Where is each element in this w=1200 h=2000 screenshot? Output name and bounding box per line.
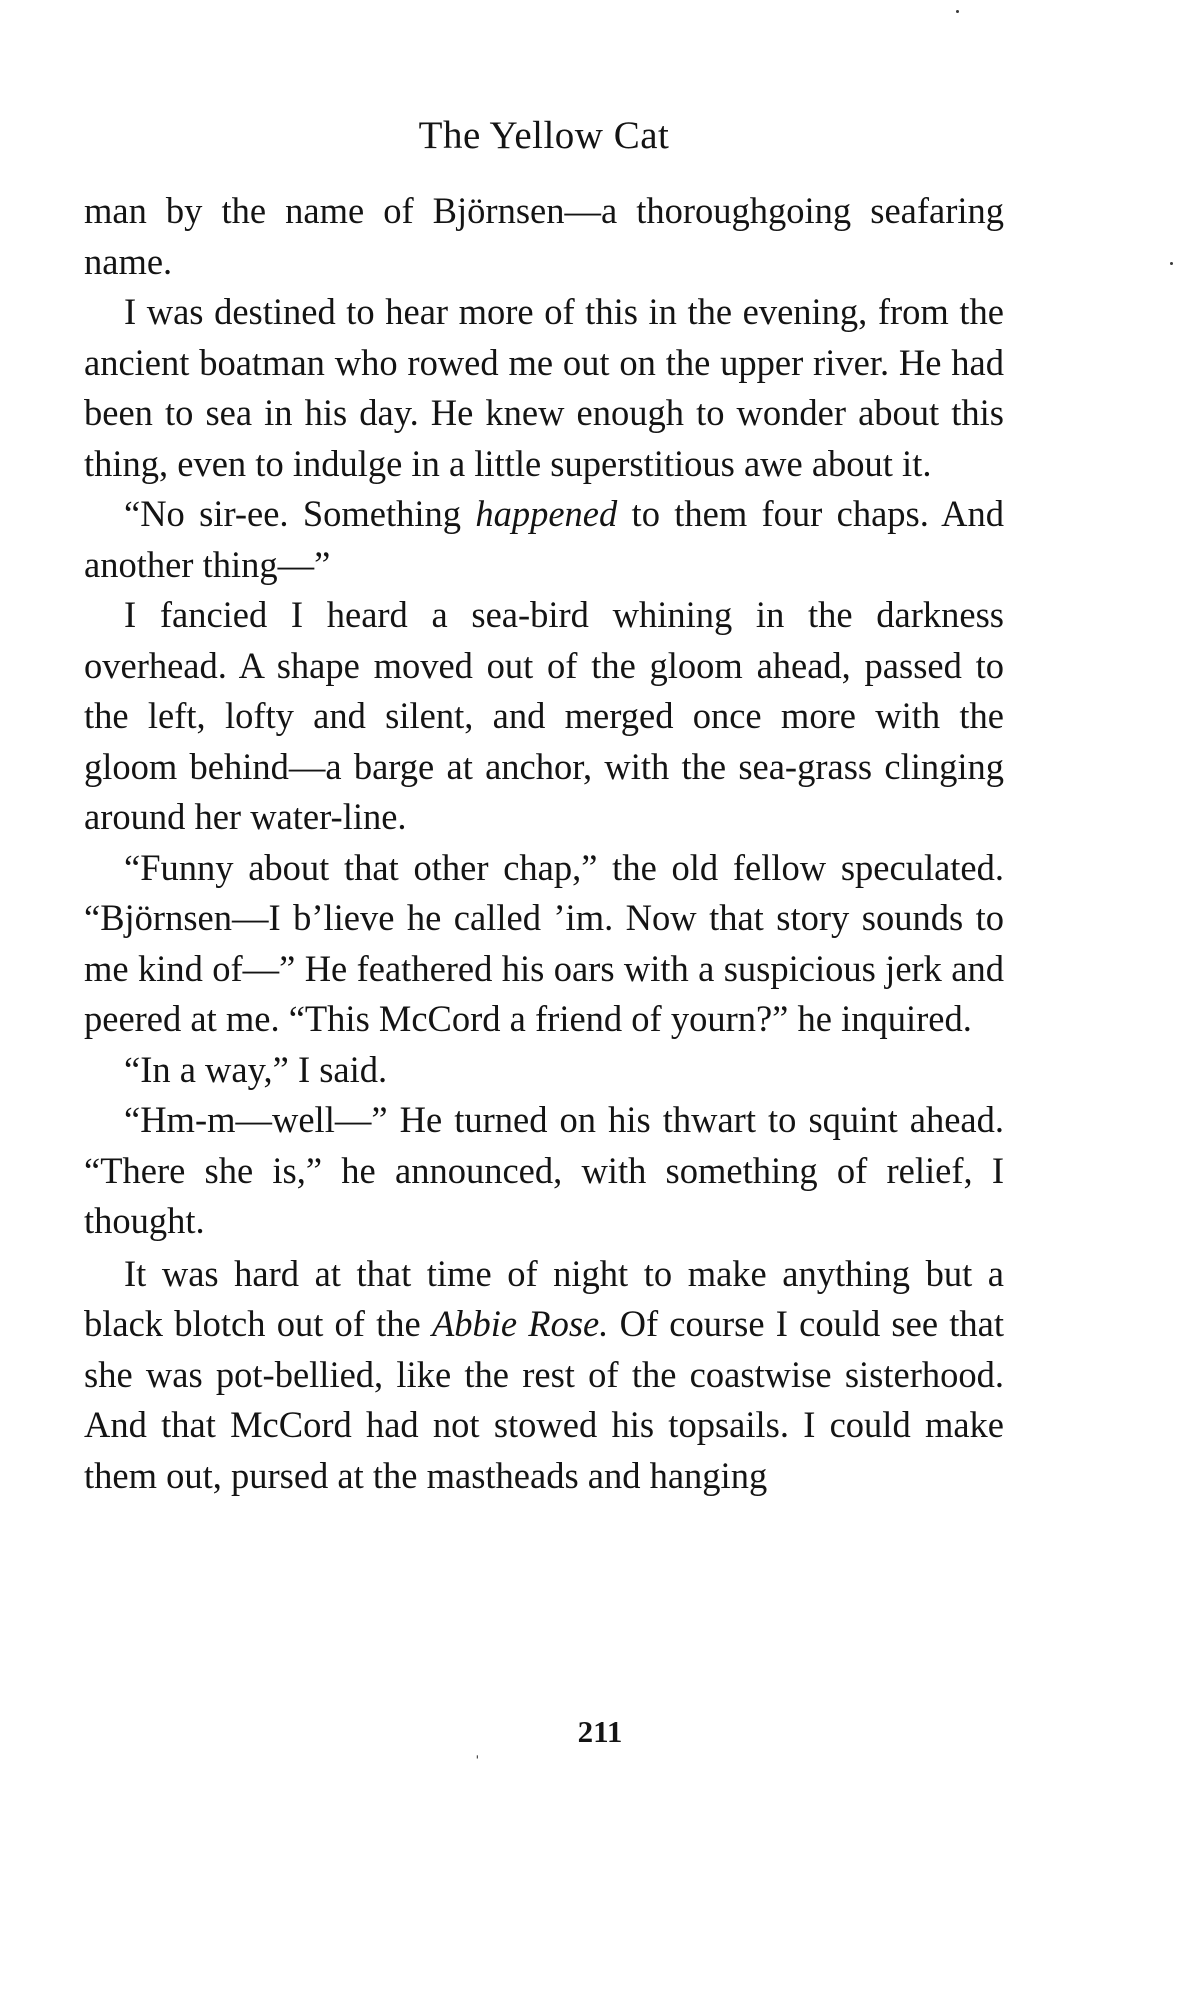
- text-run: I fancied I heard a sea-bird whining in the darkness overhead. A shape moved out of the gloom ahead, passed to the left, lofty and silent, and merged once more with the gloom behind—a barge at anchor, with the sea-grass clinging around her water-line.: [84, 594, 1004, 837]
- text-run: to them four chaps. And another thing—”: [84, 493, 1005, 585]
- paragraph: [84, 1095, 1004, 1247]
- text-run: Of course I could see that she was pot-bellied, like the rest of the coastwise sisterhood. And that McCord had not stowed his topsails. I could make them out, pursed at the mastheads and hanging: [84, 1303, 1004, 1496]
- text-run: “Funny about that other chap,” the old fellow speculated. “Björnsen—I b’lieve he called ’im. Now that story sounds to me kind of—” He feathered his oars with a suspicious jerk and peered at me. “This McCord a friend of yourn?” he inquired.: [84, 846, 1004, 1039]
- page-number: 211: [577, 1714, 623, 1749]
- folio-mark: ˌ: [474, 1737, 481, 1759]
- italic-text-run: happened: [475, 493, 618, 534]
- text-run: I was destined to hear more of this in the evening, from the ancient boatman who rowed me out on the upper river. He had been to sea in his day. He knew enough to wonder about this thing, even to indulge in a little superstitious awe about it.: [84, 291, 1004, 484]
- italic-text-run: Abbie Rose.: [431, 1303, 609, 1344]
- scan-speck: [956, 10, 959, 13]
- text-run: man by the name of Björnsen—a thoroughgoing seafaring name.: [84, 190, 1004, 282]
- text-run: “No sir-ee. Something: [124, 493, 476, 534]
- running-head: The Yellow Cat: [418, 114, 670, 157]
- paragraph: [84, 186, 1004, 287]
- paragraph: [84, 1045, 1004, 1096]
- paragraph: [84, 1249, 1004, 1502]
- text-run: It was hard at that time of night to make anything but a black blotch out of the: [84, 1252, 1004, 1344]
- paragraph: [84, 843, 1004, 1045]
- text-run: “In a way,” I said.: [124, 1048, 388, 1090]
- paragraph: [84, 489, 1004, 590]
- paragraph: [84, 287, 1004, 489]
- scan-speck: [1170, 262, 1173, 265]
- body-text: [84, 186, 1004, 1501]
- text-run: “Hm-m—well—” He turned on his thwart to squint ahead. “There she is,” he announced, with something of relief, I thought.: [84, 1099, 1004, 1241]
- paragraph: [84, 590, 1004, 843]
